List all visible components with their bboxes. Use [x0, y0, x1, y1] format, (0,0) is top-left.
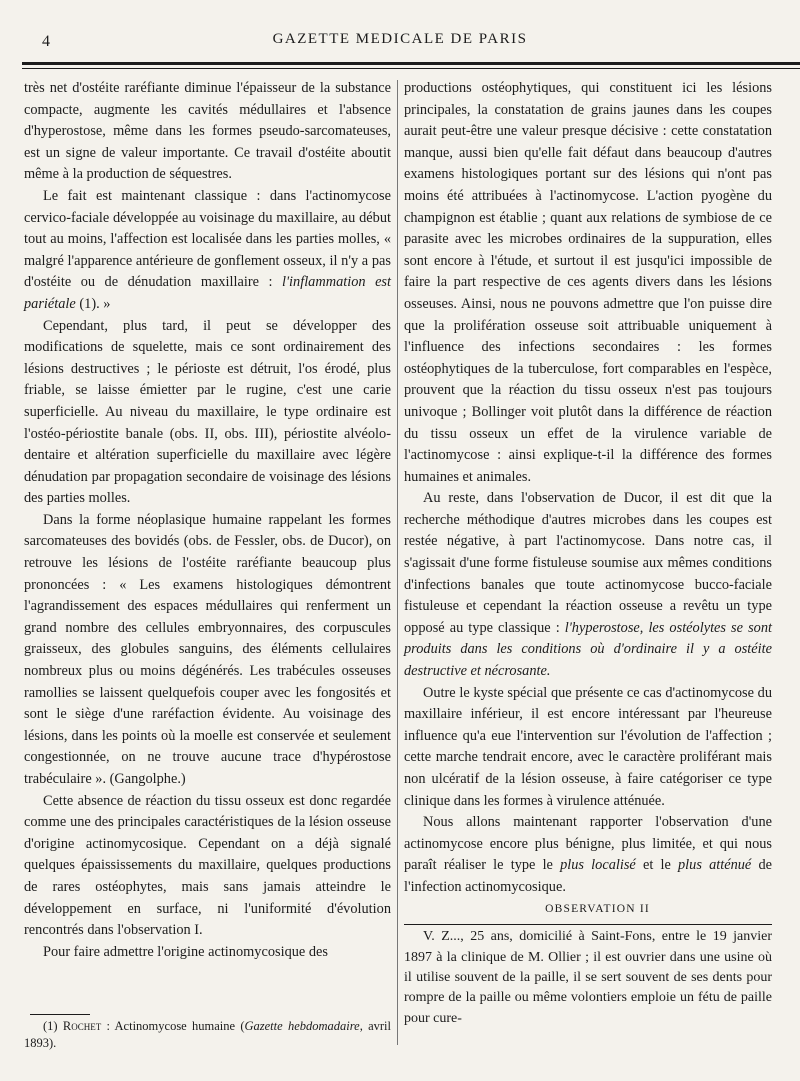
footnote-journal: Gazette hebdomadaire [244, 1019, 360, 1033]
observation-rule [404, 924, 772, 925]
header-rule-thick [22, 62, 800, 65]
footnote-body: : Actinomycose humaine ( [101, 1019, 245, 1033]
right-paragraph-2-text: Au reste, dans l'observation de Ducor, il est dit que la recherche méthodique d'autres microbes dans les coupes est restée négative, à part l'actinomycose. Dans notre cas, il s'agissait d'une forme fistuleuse soumise aux mêmes conditions d'infections banales que toute actinomycose bucco-faciale fistuleuse et cependant la réaction osseuse a revêtu un type opposé au type classique : [404, 490, 772, 636]
running-head: GAZETTE MEDICALE DE PARIS [272, 31, 528, 47]
left-paragraph-1: très net d'ostéite raréfiante diminue l'épaisseur de la substance compacte, augmente les cavités médullaires et l'absence d'hyperostose, même dans les formes pseudo-sarcomateuses, est un signe de valeur importante. Ce travail d'ostéite aboutit même à la production de séquestres. [24, 80, 391, 183]
footnote-marker: (1) [43, 1019, 63, 1033]
observation-heading: OBSERVATION II [545, 902, 650, 915]
left-paragraph-2 [24, 186, 391, 316]
left-paragraph-3: Cependant, plus tard, il peut se développer des modifications de squelette, mais ce sont ordinairement des lésions destructives ; le périoste est détruit, l'os érodé, plus friable, se laisse émietter par le rugine, c'est une carie superficielle. Au niveau du maxillaire, le type ordinaire est l'ostéo-périostite banale (obs. II, obs. III), périostite alvéolo-dentaire et altération superficielle du maxillaire avec légère dénudation par propagation secondaire de voisinage des lésions des parties molles. [24, 317, 391, 507]
right-paragraph-2-emphasis: l'hyperostose, les ostéolytes se sont produits dans les conditions où d'ordinaire il y a ostéite destructive et nécrosante. [404, 619, 772, 680]
page-number: 4 [42, 33, 50, 50]
left-paragraph-2-footnote-ref: (1). » [75, 295, 111, 312]
right-paragraph-4-emphasis-2: plus atténué [678, 857, 752, 874]
left-paragraph-6: Pour faire admettre l'origine actinomycosique des [43, 943, 328, 960]
right-paragraph-3: Outre le kyste spécial que présente ce cas d'actinomycose du maxillaire inférieur, il est encore intéressant par l'heureuse influence qu'a eue l'intervention sur l'évolution de l'affection ; cette marche tendrait encore, avec le caractère proliférant mais non ulcératif de la lésion osseuse, à faire catégoriser ce type clinique dans les formes à virulence atténuée. [404, 684, 772, 809]
right-paragraph-1: productions ostéophytiques, qui constituent ici les lésions principales, la constatation de grains jaunes dans les coupes aurait peut-être une valeur presque décisive : cette constatation manque, aussi bien qu'elle fait défaut dans beaucoup d'autres examens histologiques portant sur des lésions qui n'ont pas moins été attribuées à l'actinomycose. L'action pyogène du champignon est établie ; quant aux relations de symbiose de ce parasite avec les microbes ordinaires de la suppuration, elles sont encore à l'étude, et surtout il est jusqu'ici impossible de faire la part respective de ces agents divers dans les lésions osseuses. Ainsi, nous ne pouvons admettre que l'on puisse dire que la prolifération osseuse soit attribuable uniquement à l'influence des infections secondaires : les formes ostéophytiques de la tuberculose, fort comparables en l'espèce, prouvent que la réaction du tissu osseux n'est pas toujours univoque ; Bollinger voit plutôt dans la différence de réaction du tissu osseux un effet de la virulence variable de l'actinomycose : ainsi explique-t-il la différence des formes humaines et animales. [404, 80, 772, 485]
left-paragraph-2-emphasis: l'inflammation est pariétale [24, 274, 391, 312]
right-paragraph-4-text-a: Nous allons maintenant rapporter l'observation d'une actinomycose encore plus bénigne, plus limitée, et qui nous paraît réaliser le type le [404, 814, 772, 874]
column-divider [397, 80, 398, 1045]
right-paragraph-2 [404, 488, 772, 682]
footnote-text [24, 1018, 391, 1052]
footnote [24, 1018, 391, 1052]
right-paragraph-4-text-b: et le [635, 857, 678, 874]
header-rule-thin [22, 68, 800, 69]
right-column [404, 78, 772, 1029]
left-paragraph-4: Dans la forme néoplasique humaine rappelant les formes sarcomateuses des bovidés (obs. de Fessler, obs. de Ducor), on retrouve les lésions de l'ostéite raréfiante beaucoup plus prononcées : « Les examens histologiques démontrent l'agrandissement des espaces médullaires qui renferment un grand nombre des cellules embryonnaires, des corpuscules graisseux, des globules sanguins, des éléments cellulaires nombreux plus ou moins dégénérés. Les trabécules osseuses ramollies se laissent quelquefois couper avec les fongosités et sont le siège d'une raréfaction évidente. Au voisinage des lésions, dans les points où la moelle est conservée et seulement congestionnée, on ne trouve aucune trace d'hypérostose trabéculaire ». (Gangolphe.) [24, 511, 391, 787]
left-paragraph-2-text: Le fait est maintenant classique : dans l'actinomycose cervico-faciale développée au voisinage du maxillaire, au début tout au moins, l'affection est localisée dans les parties molles, « malgré l'apparence antérieure de gonflement osseux, il n'y a pas d'ostéite ou de dénudation maxillaire : [24, 187, 391, 291]
footnote-author: Rochet [62, 1019, 102, 1033]
right-paragraph-4-emphasis-1: plus localisé [560, 857, 636, 874]
observation-text: V. Z..., 25 ans, domicilié à Saint-Fons, entre le 19 janvier 1897 à la clinique de M. Ollier ; il est ouvrier dans une usine où il utilise souvent de la paille, il se sert souvent de ses dents pour rompre de la paille ou même volontiers emploie un fétu de paille pour cure- [404, 929, 772, 1026]
right-paragraph-4 [404, 812, 772, 898]
footnote-rule [30, 1014, 90, 1015]
footnote-date: , avril 1893). [24, 1019, 391, 1050]
left-paragraph-5: Cette absence de réaction du tissu osseux est donc regardée comme une des principales caractéristiques de la lésion osseuse d'origine actinomycosique. Cependant on a déjà signalé quelques épaississements du maxillaire, quelques productions de rares ostéophytes, mais sans jamais atteindre le développement en surface, ni l'uniformité d'évolution rencontrés dans l'observation I. [24, 792, 391, 939]
left-column [24, 78, 391, 963]
right-paragraph-4-text-c: de l'infection actinomycosique. [404, 857, 773, 895]
